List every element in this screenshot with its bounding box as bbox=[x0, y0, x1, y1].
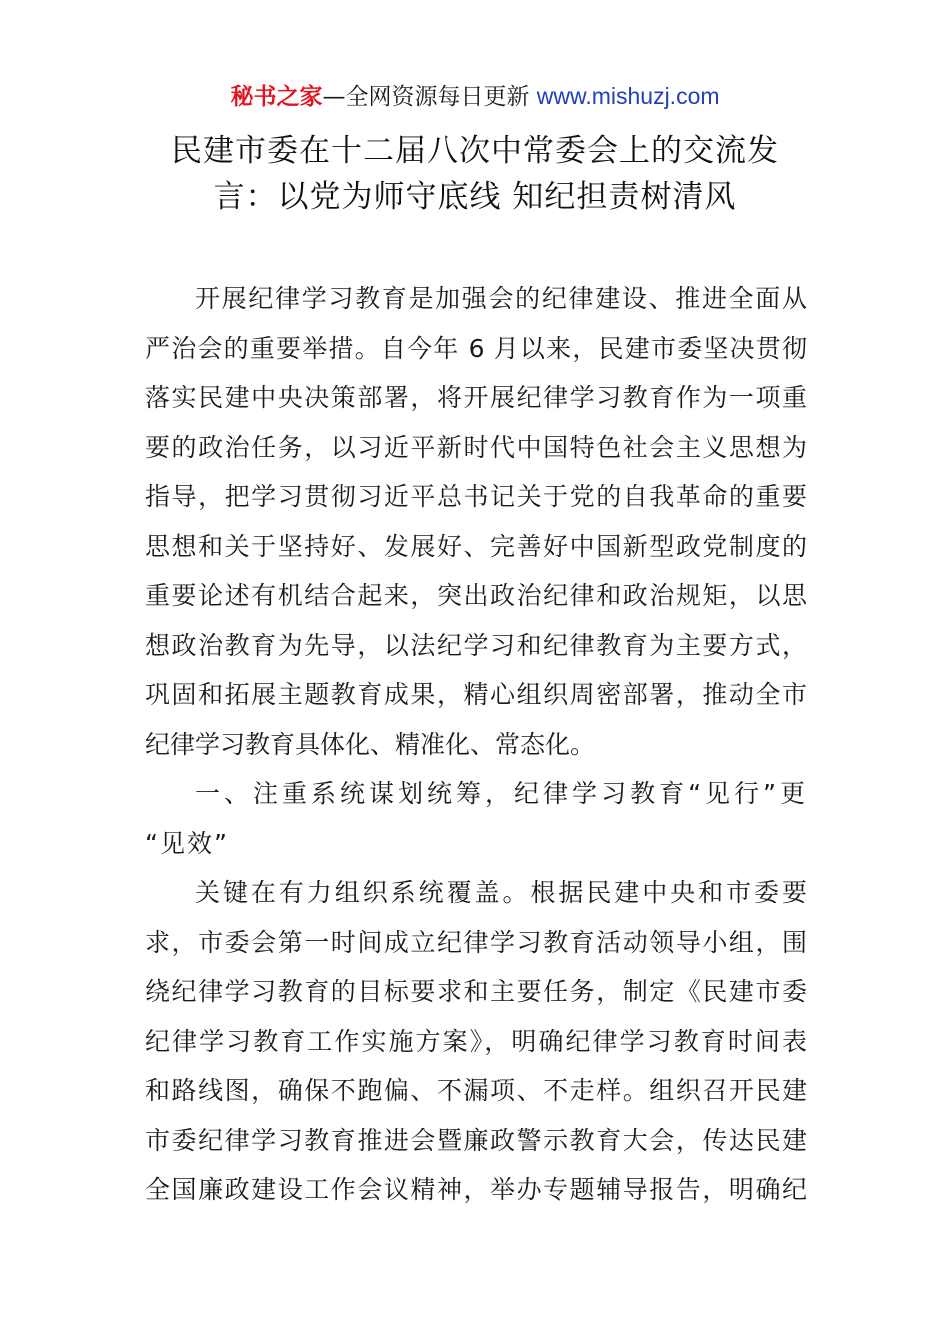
site-header bbox=[0, 80, 950, 113]
site-tagline: —全网资源每日更新 bbox=[322, 84, 537, 110]
site-url-link[interactable]: www.mishuzj.com bbox=[536, 83, 720, 109]
paragraph-line: 要的政治任务，以习近平新时代中国特色社会主义思想为 bbox=[145, 432, 807, 462]
section-heading-line: 一、注重系统谋划统筹，纪律学习教育“见行”更 bbox=[195, 779, 807, 808]
paragraph-line: 市委纪律学习教育推进会暨廉政警示教育大会，传达民建 bbox=[145, 1125, 807, 1155]
paragraph-line: 巩固和拓展主题教育成果，精心组织周密部署，推动全市 bbox=[145, 680, 807, 709]
paragraph-line: 纪律学习教育具体化、精准化、常态化。 bbox=[145, 729, 596, 759]
document-title-line-1: 民建市委在十二届八次中常委会上的交流发 bbox=[171, 133, 779, 169]
site-brand: 秘书之家 bbox=[230, 84, 323, 110]
paragraph-line: 重要论述有机结合起来，突出政治纪律和政治规矩，以思 bbox=[145, 581, 807, 610]
paragraph-line: 落实民建中央决策部署，将开展纪律学习教育作为一项重 bbox=[145, 383, 807, 412]
paragraph-line: 开展纪律学习教育是加强会的纪律建设、推进全面从 bbox=[195, 284, 807, 313]
paragraph-line: 思想和关于坚持好、发展好、完善好中国新型政党制度的 bbox=[145, 531, 807, 561]
document-title bbox=[120, 128, 830, 220]
section-heading-line: “见效” bbox=[145, 828, 229, 858]
document-title-line-2: 言：以党为师守底线 知纪担责树清风 bbox=[213, 179, 737, 215]
paragraph-line: 严治会的重要举措。自今年 6 月以来，民建市委坚决贯彻 bbox=[145, 333, 807, 363]
document-body bbox=[145, 274, 807, 1215]
paragraph-line: 绕纪律学习教育的目标要求和主要任务，制定《民建市委 bbox=[145, 977, 807, 1006]
paragraph-line: 想政治教育为先导，以法纪学习和纪律教育为主要方式， bbox=[145, 630, 807, 660]
paragraph-line: 关键在有力组织系统覆盖。根据民建中央和市委要 bbox=[195, 878, 807, 907]
paragraph-line: 求，市委会第一时间成立纪律学习教育活动领导小组，围 bbox=[145, 927, 807, 957]
paragraph-line: 全国廉政建设工作会议精神，举办专题辅导报告，明确纪 bbox=[145, 1175, 807, 1204]
paragraph-line: 指导，把学习贯彻习近平总书记关于党的自我革命的重要 bbox=[145, 482, 807, 511]
paragraph-line: 和路线图，确保不跑偏、不漏项、不走样。组织召开民建 bbox=[145, 1076, 807, 1105]
paragraph-line: 纪律学习教育工作实施方案》，明确纪律学习教育时间表 bbox=[145, 1026, 807, 1056]
